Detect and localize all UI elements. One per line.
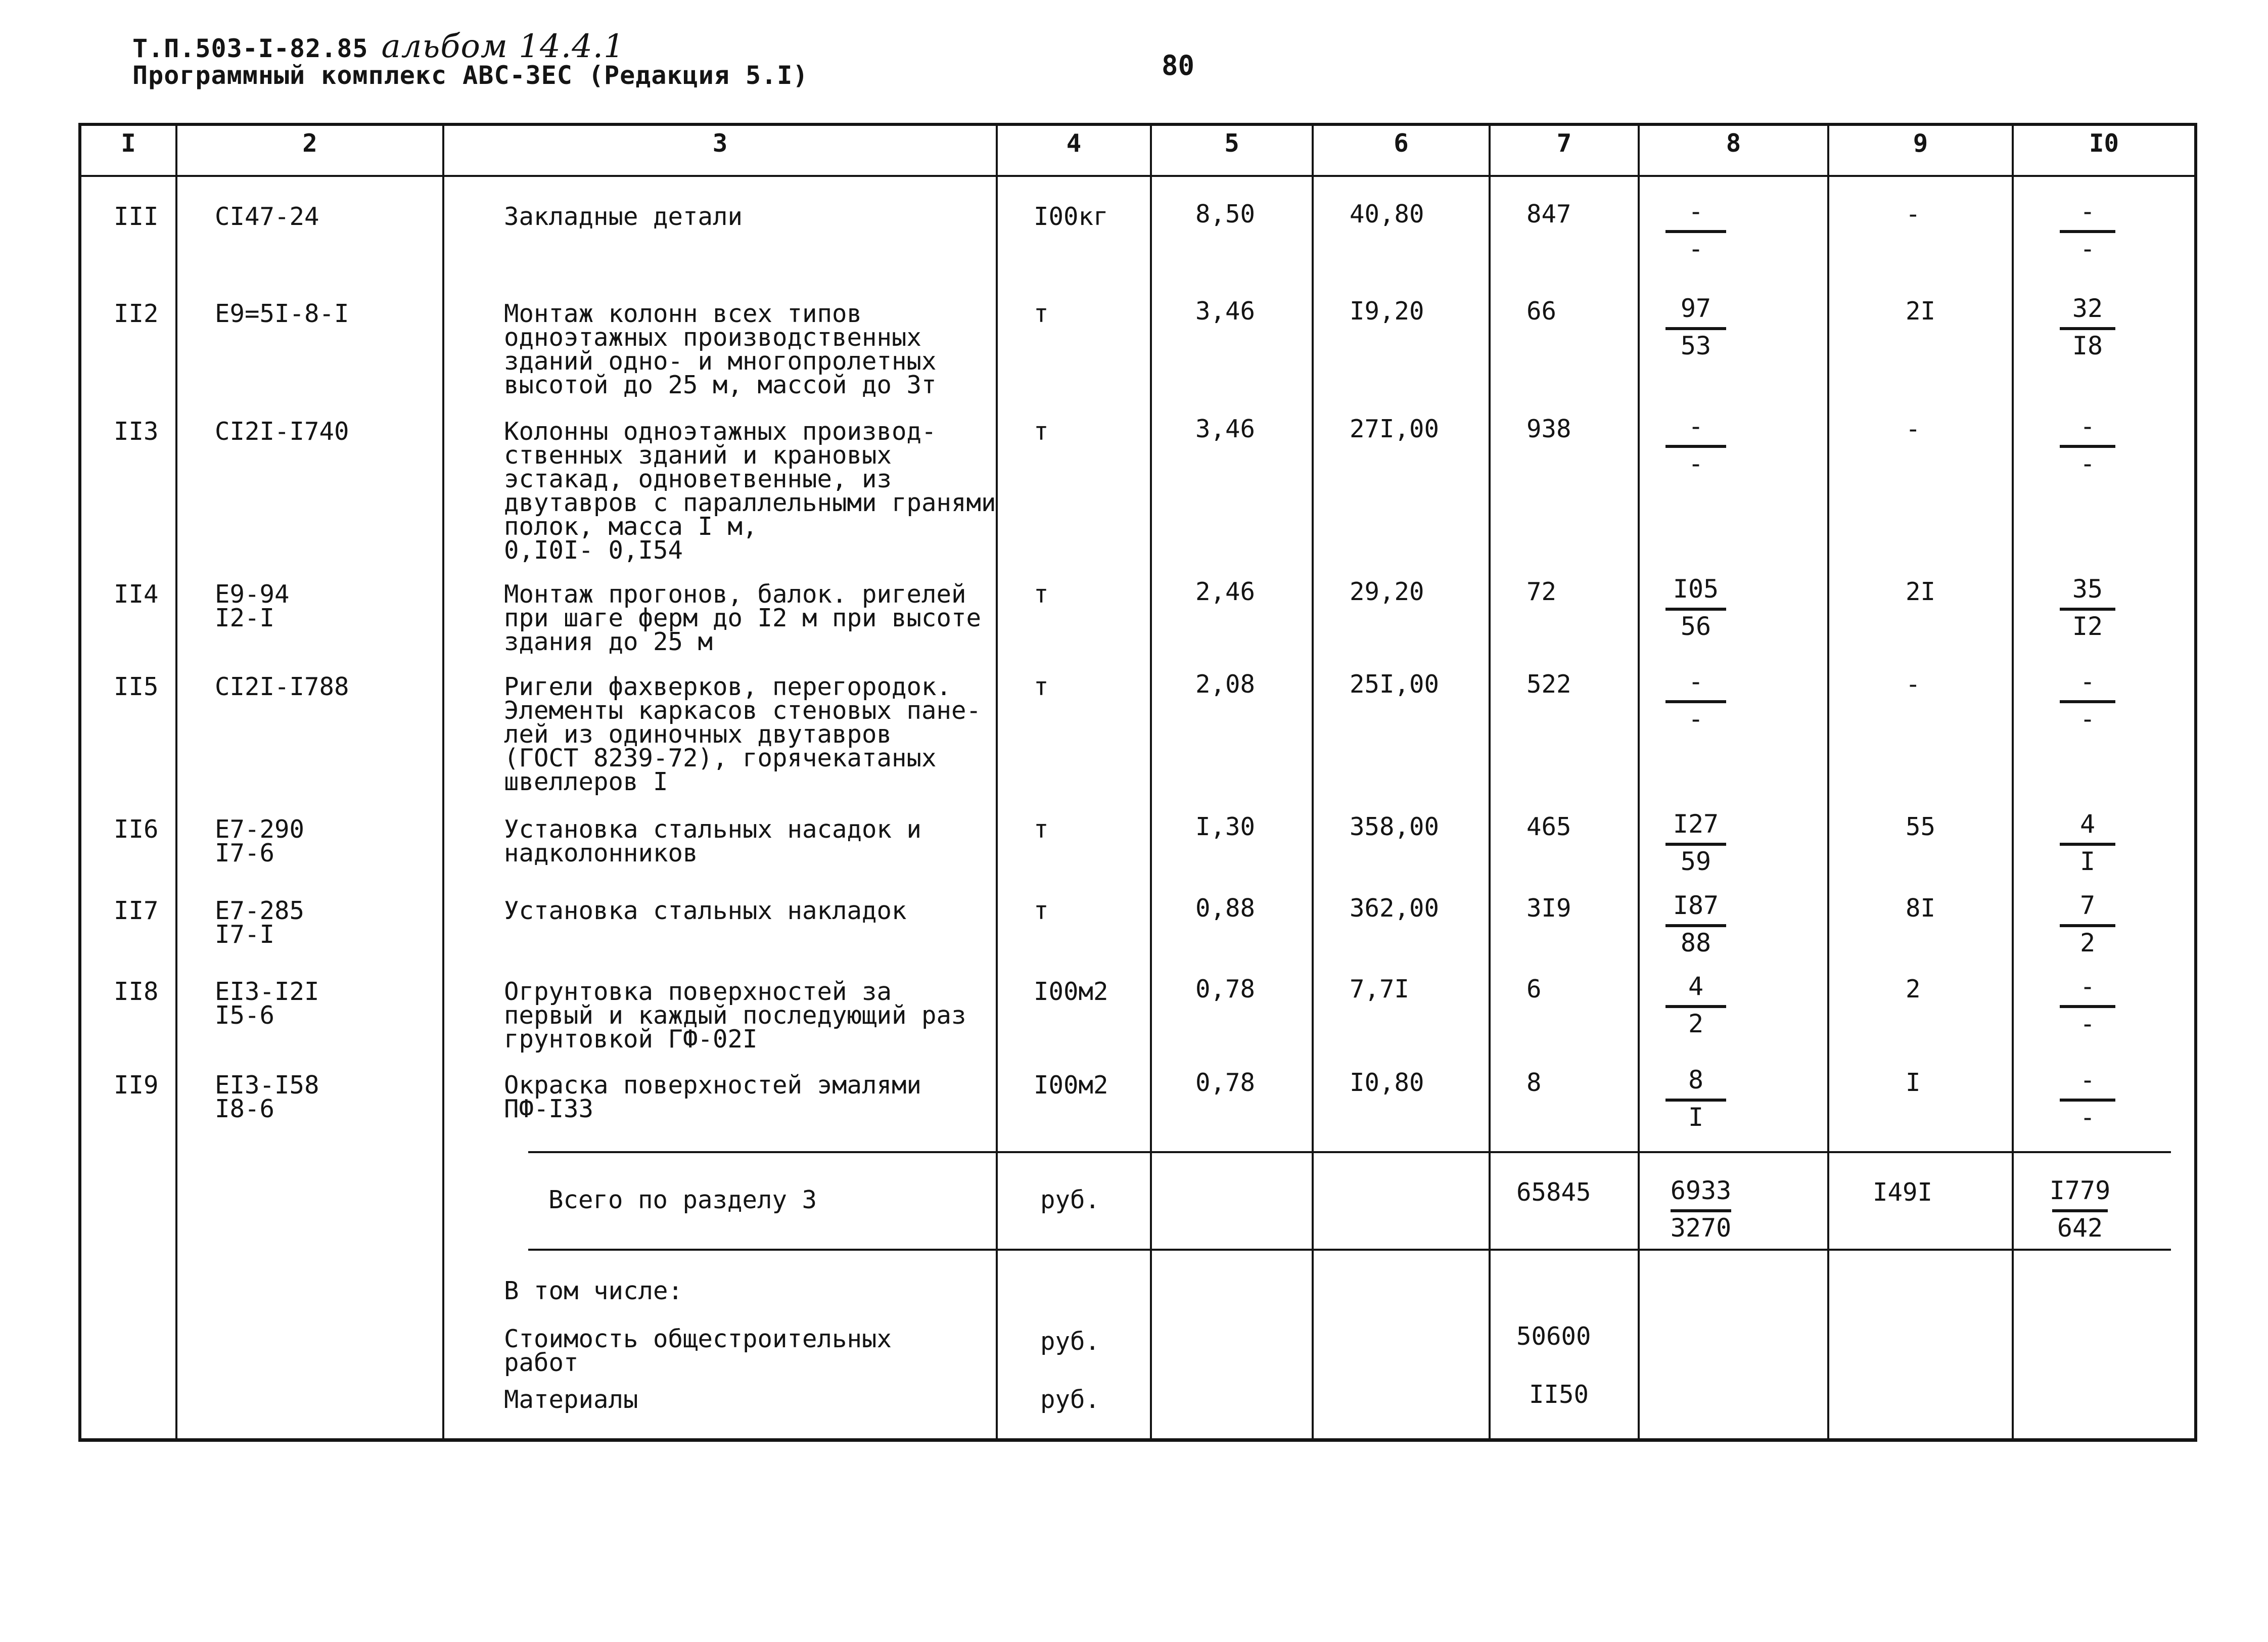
row-col8-numerator: 97: [1680, 294, 1711, 323]
row-col10-denominator: 2: [2079, 928, 2096, 957]
software-line: Программный комплекс АВС-3ЕС (Редакция 5.I): [132, 61, 809, 90]
row-col8-denominator: 53: [1680, 331, 1711, 360]
including-item-label: Материалы: [504, 1385, 638, 1414]
row-col8-numerator: -: [1688, 667, 1704, 696]
col-sep-6: [1489, 123, 1491, 1442]
fraction-bar: [1665, 230, 1726, 233]
row-description: Установка стальных накладок: [504, 896, 907, 925]
row-col6: 362,00: [1350, 894, 1440, 923]
row-col8-denominator: -: [1688, 234, 1704, 263]
col-header-6: 6: [1394, 129, 1409, 158]
row-number: III: [114, 202, 159, 231]
fraction-bar: [1671, 1209, 1731, 1212]
row-number: II4: [114, 580, 159, 609]
row-col10-numerator: 4: [2079, 809, 2096, 839]
row-col9: -: [1906, 670, 1921, 699]
col-sep-4: [1150, 123, 1152, 1442]
row-description: Монтаж прогонов, балок. ригелей при шаге ферм до I2 м при высоте здания до 25 м: [504, 580, 982, 656]
row-unit: т: [1034, 815, 1049, 844]
row-number: II2: [114, 299, 159, 328]
row-col6: 358,00: [1350, 812, 1440, 841]
row-col10-fraction: [2057, 414, 2118, 480]
row-col5: 0,78: [1195, 1068, 1256, 1097]
table-right-border: [2194, 123, 2197, 1442]
table-left-border: [78, 123, 81, 1442]
col-sep-9: [2012, 123, 2014, 1442]
row-col10-numerator: 35: [2072, 574, 2103, 604]
row-col6: 27I,00: [1350, 415, 1440, 443]
row-number: II9: [114, 1071, 159, 1100]
row-col7: 6: [1526, 975, 1542, 1004]
row-col10-denominator: -: [2079, 449, 2096, 478]
row-col10-numerator: -: [2079, 667, 2096, 696]
row-unit: т: [1034, 417, 1049, 446]
row-col9: 2I: [1906, 577, 1936, 606]
col-sep-8: [1827, 123, 1829, 1442]
fraction-bar: [1665, 700, 1726, 703]
document-code-line: [132, 28, 625, 65]
row-col5: 0,88: [1195, 894, 1256, 923]
row-number: II7: [114, 896, 159, 925]
col-sep-1: [175, 123, 177, 1442]
row-col8-fraction: [1663, 893, 1729, 960]
row-col7: 66: [1526, 297, 1557, 326]
row-col7: 847: [1526, 200, 1571, 229]
row-col9: 2I: [1906, 297, 1936, 326]
fraction-bar: [2060, 1099, 2115, 1102]
row-col10-denominator: -: [2079, 704, 2096, 734]
col-header-5: 5: [1224, 129, 1239, 158]
document-code: Т.П.503-I-82.85: [132, 34, 368, 63]
row-col5: 3,46: [1195, 415, 1256, 443]
row-col7: 465: [1526, 812, 1571, 841]
row-col5: 0,78: [1195, 975, 1256, 1004]
row-col5: I,30: [1195, 812, 1256, 841]
row-col8-numerator: I27: [1673, 809, 1719, 839]
row-col8-numerator: 8: [1688, 1065, 1704, 1094]
row-col10-fraction: [2057, 669, 2118, 736]
including-item-unit: руб.: [1040, 1327, 1100, 1356]
total-col7: 65845: [1516, 1178, 1591, 1207]
row-col10-denominator: -: [2079, 234, 2096, 263]
row-code: E7-285 I7-I: [215, 896, 305, 949]
row-col10-numerator: -: [2079, 972, 2096, 1001]
col-header-7: 7: [1556, 129, 1572, 158]
fraction-bar: [2060, 1005, 2115, 1008]
fraction-bar: [1665, 924, 1726, 927]
row-col10-fraction: [2057, 1067, 2118, 1134]
row-description: Окраска поверхностей эмалями ПФ-I33: [504, 1071, 922, 1123]
row-unit: I00м2: [1034, 1071, 1108, 1100]
fraction-bar: [2060, 230, 2115, 233]
row-description: Огрунтовка поверхностей за первый и каждый последующий раз грунтовкой ГФ-02I: [504, 977, 966, 1054]
row-col8-numerator: I05: [1673, 574, 1719, 604]
row-col8-fraction: [1663, 199, 1729, 265]
row-col8-denominator: -: [1688, 704, 1704, 734]
fraction-bar: [1665, 327, 1726, 330]
row-col10-fraction: [2057, 576, 2118, 643]
fraction-bar: [2060, 843, 2115, 846]
row-col8-numerator: -: [1688, 412, 1704, 441]
row-col9: 8I: [1906, 894, 1936, 923]
row-col9: 2: [1906, 975, 1921, 1004]
row-code: CI47-24: [215, 202, 319, 231]
row-col10-numerator: 7: [2079, 891, 2096, 920]
fraction-bar: [1665, 1099, 1726, 1102]
row-unit: т: [1034, 896, 1049, 925]
row-code: CI2I-I740: [215, 417, 349, 446]
row-col10-denominator: I8: [2072, 331, 2103, 360]
row-col8-numerator: 4: [1688, 972, 1704, 1001]
row-col10-denominator: -: [2079, 1103, 2096, 1132]
row-col10-numerator: -: [2079, 412, 2096, 441]
total-col10-denominator: 642: [2057, 1213, 2103, 1243]
row-number: II6: [114, 815, 159, 844]
row-col6: I9,20: [1350, 297, 1424, 326]
row-col7: 522: [1526, 670, 1571, 699]
fraction-bar: [1665, 1005, 1726, 1008]
row-col10-numerator: 32: [2072, 294, 2103, 323]
fraction-bar: [2060, 700, 2115, 703]
row-col8-denominator: I: [1688, 1103, 1704, 1132]
row-code: EI3-I2I I5-6: [215, 977, 319, 1030]
fraction-bar: [2060, 608, 2115, 611]
row-unit: I00кг: [1034, 202, 1108, 231]
row-col8-denominator: 2: [1688, 1009, 1704, 1038]
row-col8-denominator: 88: [1680, 928, 1711, 957]
fraction-bar: [2060, 327, 2115, 330]
col-sep-3: [996, 123, 998, 1442]
row-col10-fraction: [2057, 974, 2118, 1040]
row-col7: 72: [1526, 577, 1557, 606]
including-label: В том числе:: [504, 1276, 683, 1305]
col-header-2: 2: [302, 129, 317, 158]
row-code: EI3-I58 I8-6: [215, 1071, 319, 1123]
row-description: Ригели фахверков, перегородок. Элементы каркасов стеновых пане- лей из одиночных двутавров (ГОСТ 8239-72), горячекатаных швеллеров I: [504, 672, 982, 796]
page-number: 80: [1162, 50, 1195, 81]
row-col5: 2,46: [1195, 577, 1256, 606]
total-col8-fraction: [1668, 1178, 1734, 1245]
row-code: E7-290 I7-6: [215, 815, 305, 868]
handwritten-album-note: альбом 14.4.1: [381, 28, 625, 65]
including-item-col7: 50600: [1516, 1322, 1591, 1351]
row-code: E9=5I-8-I: [215, 299, 349, 328]
row-col10-fraction: [2057, 296, 2118, 362]
total-col9: I49I: [1873, 1178, 1933, 1207]
total-row-bottom-line: [528, 1249, 2171, 1251]
row-col10-fraction: [2057, 199, 2118, 265]
row-description: Закладные детали: [504, 202, 743, 231]
row-col8-fraction: [1663, 669, 1729, 736]
row-col8-numerator: I87: [1673, 891, 1719, 920]
row-col6: 25I,00: [1350, 670, 1440, 699]
total-label: Всего по разделу 3: [548, 1185, 817, 1214]
row-col10-numerator: -: [2079, 1065, 2096, 1094]
fraction-bar: [2060, 445, 2115, 448]
row-col7: 8: [1526, 1068, 1542, 1097]
col-header-4: 4: [1066, 129, 1082, 158]
col-header-3: 3: [712, 129, 728, 158]
row-col6: I0,80: [1350, 1068, 1424, 1097]
total-col10-numerator: I779: [2049, 1176, 2111, 1205]
row-col9: I: [1906, 1068, 1921, 1097]
row-col10-fraction: [2057, 811, 2118, 878]
row-col8-denominator: -: [1688, 449, 1704, 478]
col-header-10: I0: [2089, 129, 2119, 158]
row-col5: 3,46: [1195, 297, 1256, 326]
header-row-border: [78, 175, 2197, 177]
row-col8-fraction: [1663, 1067, 1729, 1134]
row-description: Монтаж колонн всех типов одноэтажных производственных зданий одно- и многопролетных высотой до 25 м, массой до 3т: [504, 299, 937, 399]
row-col8-denominator: 59: [1680, 847, 1711, 876]
row-col7: 938: [1526, 415, 1571, 443]
total-col8-denominator: 3270: [1670, 1213, 1732, 1243]
row-col10-denominator: I: [2079, 847, 2096, 876]
col-header-9: 9: [1913, 129, 1928, 158]
table-bottom-border: [78, 1438, 2197, 1442]
total-row-top-line: [528, 1151, 2171, 1153]
including-item-unit: руб.: [1040, 1385, 1100, 1414]
row-col10-fraction: [2057, 893, 2118, 960]
row-col6: 29,20: [1350, 577, 1424, 606]
row-col9: 55: [1906, 812, 1936, 841]
row-unit: т: [1034, 672, 1049, 701]
row-col8-denominator: 56: [1680, 612, 1711, 641]
row-code: E9-94 I2-I: [215, 580, 290, 632]
row-unit: т: [1034, 299, 1049, 328]
row-col9: -: [1906, 200, 1921, 229]
row-code: CI2I-I788: [215, 672, 349, 701]
row-col10-denominator: I2: [2072, 612, 2103, 641]
row-col6: 40,80: [1350, 200, 1424, 229]
fraction-bar: [1665, 445, 1726, 448]
col-sep-2: [442, 123, 444, 1442]
row-col8-numerator: -: [1688, 197, 1704, 226]
fraction-bar: [2052, 1209, 2108, 1212]
row-col8-fraction: [1663, 414, 1729, 480]
col-header-1: I: [121, 129, 136, 158]
row-col9: -: [1906, 415, 1921, 443]
fraction-bar: [1665, 843, 1726, 846]
row-col5: 2,08: [1195, 670, 1256, 699]
row-number: II3: [114, 417, 159, 446]
row-description: Колонны одноэтажных производ- ственных зданий и крановых эстакад, одноветвенные, из двутавров с параллельными гранями полок, масса I м, 0,I0I- 0,I54: [504, 417, 996, 565]
row-col8-fraction: [1663, 576, 1729, 643]
row-col6: 7,7I: [1350, 975, 1410, 1004]
row-number: II5: [114, 672, 159, 701]
total-col10-fraction: [2047, 1178, 2113, 1245]
row-unit: т: [1034, 580, 1049, 609]
fraction-bar: [1665, 608, 1726, 611]
row-unit: I00м2: [1034, 977, 1108, 1006]
col-sep-7: [1638, 123, 1640, 1442]
row-col10-numerator: -: [2079, 197, 2096, 226]
fraction-bar: [2060, 924, 2115, 927]
table-top-border: [78, 123, 2197, 126]
total-col8-numerator: 6933: [1670, 1176, 1732, 1205]
row-col8-fraction: [1663, 974, 1729, 1040]
total-unit: руб.: [1040, 1185, 1100, 1214]
row-description: Установка стальных насадок и надколонников: [504, 815, 922, 868]
including-item-col7: II50: [1529, 1380, 1589, 1409]
including-item-label: Стоимость общестроительных работ: [504, 1325, 892, 1377]
row-col7: 3I9: [1526, 894, 1571, 923]
col-sep-5: [1312, 123, 1314, 1442]
row-col8-fraction: [1663, 296, 1729, 362]
row-col10-denominator: -: [2079, 1009, 2096, 1038]
row-number: II8: [114, 977, 159, 1006]
col-header-8: 8: [1726, 129, 1741, 158]
row-col8-fraction: [1663, 811, 1729, 878]
row-col5: 8,50: [1195, 200, 1256, 229]
